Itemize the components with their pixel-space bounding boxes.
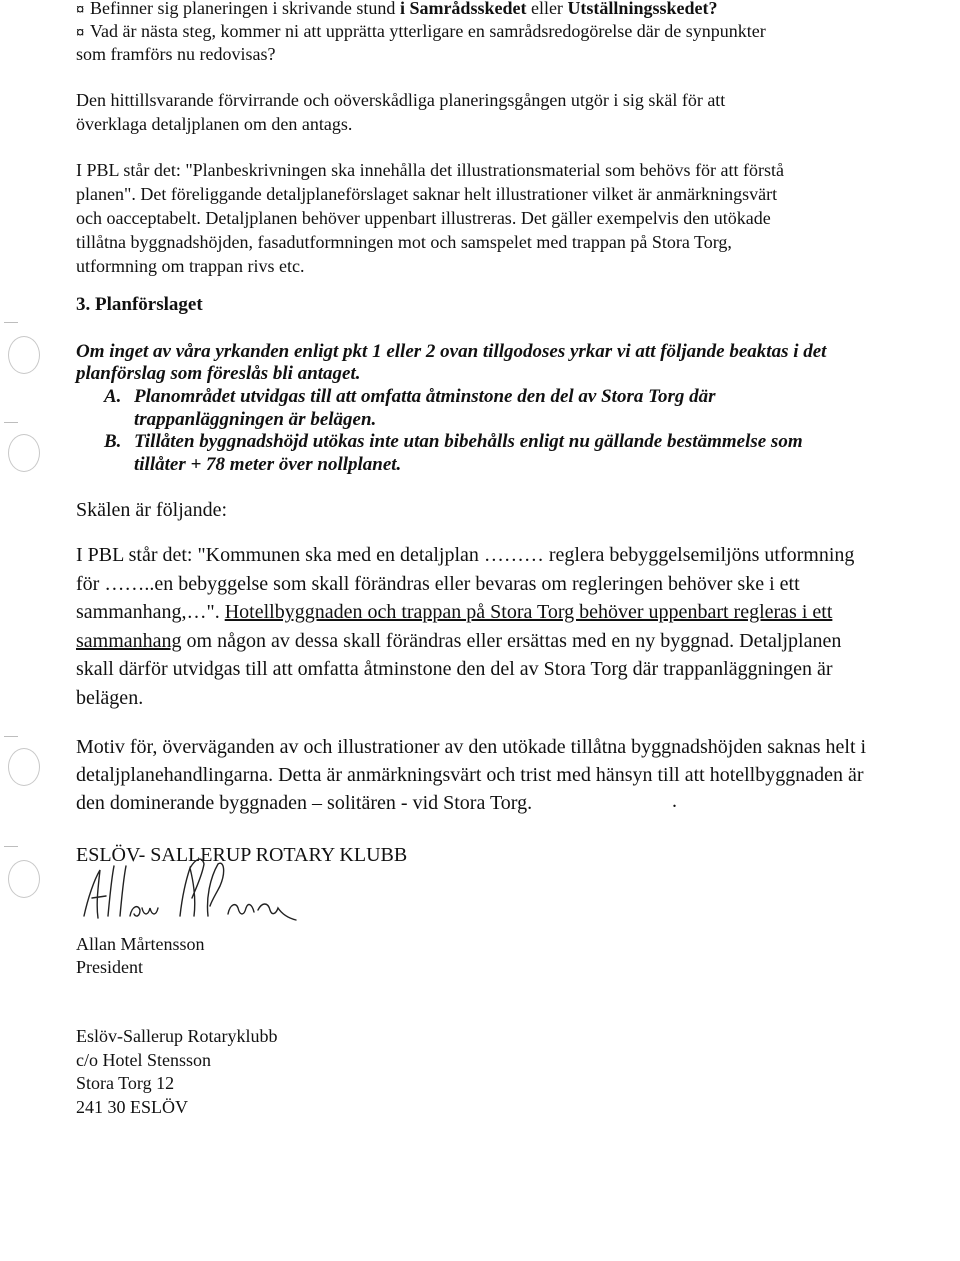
item-b-letter: B.: [104, 431, 122, 452]
signatory-name: Allan Mårtensson: [76, 934, 205, 954]
section-heading: 3. Planförslaget: [76, 294, 203, 315]
claim-line: planförslag som föreslås bli antaget.: [76, 363, 361, 384]
club-name: ESLÖV- SALLERUP ROTARY KLUBB: [76, 844, 408, 866]
item-a-letter: A.: [104, 386, 122, 407]
binder-hole: [8, 434, 40, 472]
stray-mark: .: [672, 790, 677, 812]
question-2: [76, 20, 766, 44]
item-a-text: trappanläggningen är belägen.: [134, 409, 377, 430]
paragraph-text: sammanhang,…".: [76, 601, 225, 623]
address-line: Eslöv-Sallerup Rotaryklubb: [76, 1026, 278, 1046]
paragraph-line: Den hittillsvarande förvirrande och oöverskådliga planeringsgången utgör i sig skäl för att: [76, 90, 726, 110]
paragraph-line: detaljplanehandlingarna. Detta är anmärkningsvärt och trist med hänsyn till att hotellbyggnaden är: [76, 764, 864, 786]
question-2-continuation: som framförs nu redovisas?: [76, 44, 276, 64]
question-1-text: Befinner sig planeringen i skrivande stund: [90, 0, 400, 18]
address-line: 241 30 ESLÖV: [76, 1096, 188, 1117]
paragraph-line: den dominerande byggnaden – solitären - vid Stora Torg.: [76, 792, 533, 814]
paragraph-line: [76, 598, 854, 627]
question-1-bold: i Samrådsskedet: [399, 0, 527, 18]
paragraph-1: [76, 88, 725, 136]
signatory-title: President: [76, 957, 143, 977]
paragraph-line: [76, 627, 854, 656]
paragraph-line: belägen.: [76, 686, 144, 709]
paragraph-3: [76, 541, 854, 712]
item-b-text: tillåter + 78 meter över nollplanet.: [134, 454, 402, 475]
bullet-icon: ¤: [76, 24, 85, 41]
bullet-icon: ¤: [76, 1, 85, 18]
paragraph-line: tillåtna byggnadshöjden, fasadutformningen mot och samspelet med trappan på Stora Torg,: [76, 232, 732, 252]
paragraph-line: skall därför utvidgas till att omfatta åtminstone den del av Stora Torg där trappanläggningen är: [76, 658, 833, 680]
underlined-text: Hotellbyggnaden och trappan på Stora Torg behöver uppenbart regleras i ett: [224, 601, 833, 623]
paragraph-4: [76, 733, 866, 817]
scan-mark: [4, 736, 18, 737]
question-1-bold: Utställningsskedet?: [567, 0, 718, 18]
question-1-mid: eller: [526, 0, 568, 18]
underlined-text: sammanhang: [76, 629, 182, 652]
reasons-heading: Skälen är följande:: [76, 499, 228, 521]
handwritten-signature: [78, 858, 308, 928]
paragraph-line: planen". Det föreliggande detaljplaneförslaget saknar helt illustrationer vilket är anmärkningsvärt: [76, 184, 778, 204]
scan-mark: [4, 846, 18, 847]
address-line: Stora Torg 12: [76, 1073, 175, 1093]
paragraph-line: utformning om trappan rivs etc.: [76, 256, 305, 276]
address-line: c/o Hotel Stensson: [76, 1049, 211, 1070]
paragraph-line: och oacceptabelt. Detaljplanen behöver uppenbart illustreras. Det gäller exempelvis den utökade: [76, 208, 771, 228]
question-1: [76, 0, 717, 21]
paragraph-line: I PBL står det: "Planbeskrivningen ska innehålla det illustrationsmaterial som behövs för att förstå: [76, 160, 785, 180]
binder-hole: [8, 860, 40, 898]
item-b-text: Tillåten byggnadshöjd utökas inte utan bibehålls enligt nu gällande bestämmelse som: [134, 431, 803, 452]
item-a-text: Planområdet utvidgas till att omfatta åtminstone den del av Stora Torg där: [134, 386, 716, 407]
question-2-text: Vad är nästa steg, kommer ni att upprätta ytterligare en samrådsredogörelse där de synpunkter: [90, 21, 766, 41]
binder-hole: [8, 748, 40, 786]
binder-hole: [8, 336, 40, 374]
claim-line: Om inget av våra yrkanden enligt pkt 1 eller 2 ovan tillgodoses yrkar vi att följande beaktas i det: [76, 341, 827, 362]
paragraph-line: I PBL står det: "Kommunen ska med en detaljplan ……… reglera bebyggelsemiljöns utformning: [76, 544, 855, 566]
paragraph-2: [76, 158, 784, 278]
paragraph-line: för ……..en bebyggelse som skall förändras eller bevaras om regleringen behöver ske i ett: [76, 572, 800, 595]
scan-mark: [4, 422, 18, 423]
paragraph-line: överklaga detaljplanen om den antags.: [76, 114, 353, 134]
paragraph-line: Motiv för, överväganden av och illustrationer av den utökade tillåtna byggnadshöjden saknas helt i: [76, 736, 867, 758]
address-block: [76, 1025, 277, 1119]
scan-mark: [4, 322, 18, 323]
paragraph-text: om någon av dessa skall förändras eller ersättas med en ny byggnad. Detaljplanen: [181, 629, 842, 652]
